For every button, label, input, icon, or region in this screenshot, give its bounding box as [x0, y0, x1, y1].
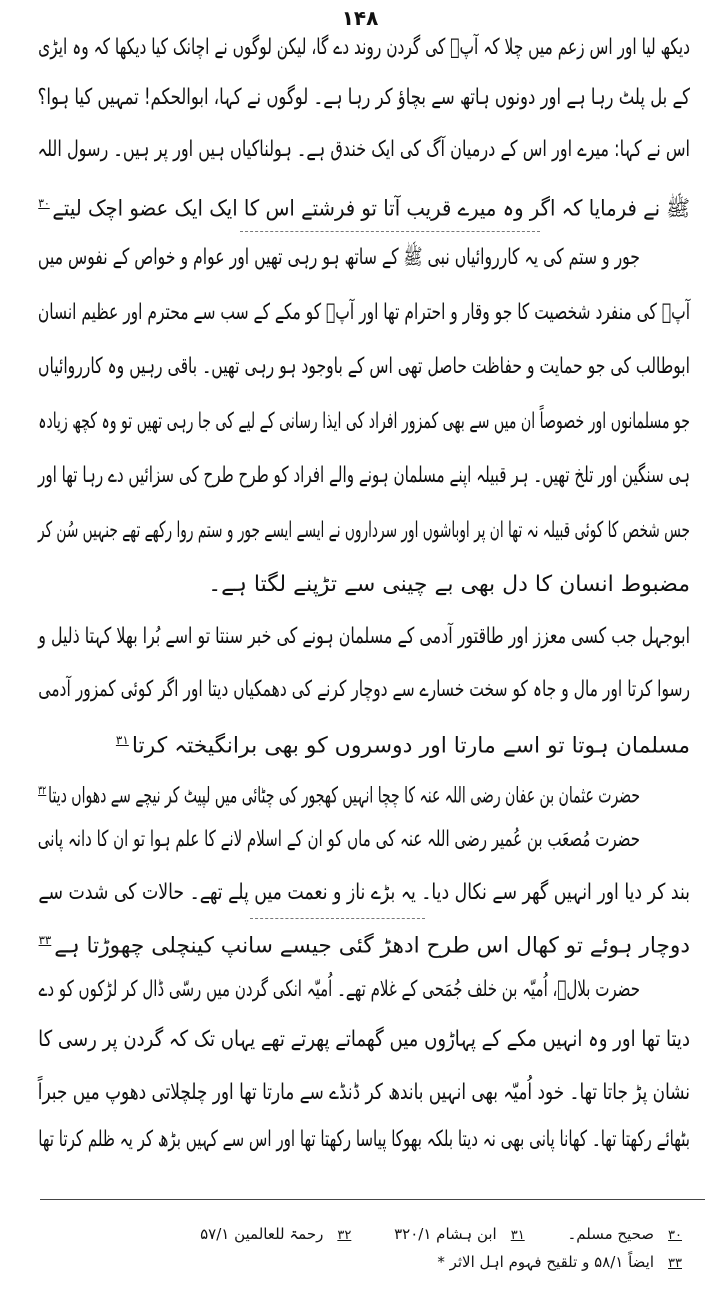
line-text: جور و ستم کی یہ کارروائیاں نبی ﷺ کے ساتھ ہو رہی تھیں اور عوام و خواص کے نفوس میں [37, 245, 641, 270]
footnote-reference: ۳۳ [38, 933, 52, 947]
footnote-row [162, 1222, 682, 1248]
line-text: ہی سنگین اور تلخ تھیں۔ ہر قبیلہ اپنے مسلمان ہونے والے افراد کو طرح طرح کی سزائیں دے رہا تھا اور [38, 463, 690, 488]
text-line [38, 617, 690, 657]
line-text: جس شخص کا کوئی قبیلہ نہ تھا ان پر اوباشوں اور سرداروں نے ایسے ایسے جور و ستم روا رکھے تھے جنہیں سُن کر [38, 518, 690, 543]
footnote-text: رحمۃ للعالمین ۵۷/۱ [200, 1225, 324, 1243]
text-line [37, 820, 641, 860]
line-text: اس نے کہا: میرے اور اس کے درمیان آگ کی ایک خندق ہے۔ ہولناکیاں ہیں اور پر ہیں۔ رسول اللہ [37, 137, 690, 162]
footnote-number: ۳۲ [337, 1228, 352, 1243]
footnote-reference: ۳۱ [115, 733, 129, 747]
text-line [38, 970, 640, 1010]
line-text: ابوطالب کی جو حمایت و حفاظت حاصل تھی اس کے باوجود ہو رہی تھیں۔ باقی رہیں وہ کارروائیاں [38, 354, 691, 379]
footnote-text: ابن ہشام ۳۲۰/۱ [394, 1225, 497, 1243]
text-line [38, 565, 690, 605]
line-text: ﷺ نے فرمایا کہ اگر وہ میرے قریب آتا تو فرشتے اس کا ایک ایک عضو اچک لیتے [52, 196, 690, 222]
line-text: دیکھ لیا اور اس زعم میں چلا کہ آپؐ کی گردن روند دے گا، لیکن لوگوں نے اچانک کیا دیکھا کہ وہ ایڑی [38, 35, 690, 60]
footnote-item [394, 1225, 525, 1243]
page-number: ۱۴۸ [341, 6, 379, 30]
footnote-reference: ۳۲ [38, 783, 47, 797]
footnote-number: ۳۳ [668, 1256, 682, 1271]
footnote-item [437, 1253, 682, 1271]
footnote-item [567, 1225, 682, 1243]
text-line [37, 293, 691, 333]
text-line [38, 402, 690, 442]
line-text: مضبوط انسان کا دل بھی بے چینی سے تڑپنے لگتا ہے۔ [208, 572, 690, 597]
line-text: بند کر دیا اور انہیں گھر سے نکال دیا۔ یہ بڑے ناز و نعمت میں پلے تھے۔ حالات کی شدت سے [38, 880, 690, 905]
line-text: ابوجہل جب کسی معزز اور طاقتور آدمی کے مسلمان ہونے کی خبر سنتا تو اسے بُرا بھلا کہتا ذلیل و [38, 624, 690, 649]
footnote-number: ۳۰ [668, 1228, 682, 1243]
footnote-divider [40, 1199, 705, 1200]
line-text: حضرت بلالؓ، اُمیّہ بن خلف جُمَحی کے غلام تھے۔ اُمیّہ انکی گردن میں رسّی ڈال کر لڑکوں کو دے [38, 977, 640, 1002]
text-line [38, 28, 690, 68]
text-line [38, 873, 690, 913]
text-line [37, 78, 690, 118]
footnote-text: ایضاً ۵۸/۱ و تلقیح فہوم اہل الاثر * [437, 1253, 655, 1271]
line-text: مسلمان ہوتا تو اسے مارتا اور دوسروں کو بھی برانگیختہ کرتا [131, 733, 690, 759]
line-text: کے بل پلٹ رہا ہے اور دونوں ہاتھ سے بچاؤ کر رہا ہے۔ لوگوں نے کہا، ابوالحکم! تمہیں کیا ہوا؟ [37, 85, 690, 110]
text-line [37, 238, 641, 278]
text-line [38, 770, 641, 810]
line-text: حضرت عثمان بن عفان رضی اللہ عنہ کا چچا انہیں کھجور کی چٹائی میں لپیٹ کر نیچے سے دھواں دیتا [48, 783, 641, 809]
text-line [38, 720, 690, 760]
text-line [38, 511, 690, 551]
text-line [37, 130, 690, 170]
line-text: آپؐ کی منفرد شخصیت کا جو وقار و احترام تھا اور آپؐ کو مکے کے سب سے محترم اور عظیم انسان [37, 300, 691, 325]
text-line [38, 347, 691, 387]
line-text: دوچار ہوئے تو کھال اس طرح ادھڑ گئی جیسے سانپ کینچلی چھوڑتا ہے [54, 933, 691, 959]
text-line [38, 920, 691, 960]
line-text: رسوا کرتا اور مال و جاہ کو سخت خسارے سے دوچار کرنے کی دھمکیاں دیتا اور اگر کوئی کمزور آدمی [38, 677, 690, 702]
text-line [38, 456, 690, 496]
line-text: دیتا تھا اور وہ انہیں مکے کے پہاڑوں میں گھماتے پھرتے تھے یہاں تک کہ گردن پر رسی کا [38, 1027, 690, 1052]
footnote-reference: ۳۰ [38, 196, 50, 210]
footnote-text: صحیح مسلم۔ [567, 1225, 655, 1243]
line-text: نشان پڑ جاتا تھا۔ خود اُمیّہ بھی انہیں باندھ کر ڈنڈے سے مارتا تھا اور چلچلاتی دھوپ میں جبراً [37, 1080, 690, 1105]
footnote-row [399, 1250, 682, 1276]
line-text: حضرت مُصعَب بن عُمیر رضی اللہ عنہ کی ماں کو ان کے اسلام لانے کا علم ہوا تو ان کا دانہ پانی [37, 827, 641, 852]
text-line [38, 183, 690, 223]
decorative-underline [250, 918, 425, 919]
footnote-item [200, 1225, 351, 1243]
text-line [37, 1073, 690, 1113]
line-text: بٹھائے رکھتا تھا۔ کھانا پانی بھی نہ دیتا بلکہ بھوکا پیاسا رکھتا تھا اور اس سے کہیں بڑھ کر یہ ظلم کرتا تھا [38, 1127, 690, 1152]
decorative-underline [240, 231, 540, 232]
text-line [38, 1020, 690, 1060]
line-text: جو مسلمانوں اور خصوصاً ان میں سے بھی کمزور افراد کی ایذا رسانی کے لیے کی جا رہی تھیں تو وہ کچھ زیادہ [38, 409, 690, 434]
text-line [38, 670, 690, 710]
text-line [38, 1120, 690, 1160]
footnote-number: ۳۱ [510, 1228, 525, 1243]
